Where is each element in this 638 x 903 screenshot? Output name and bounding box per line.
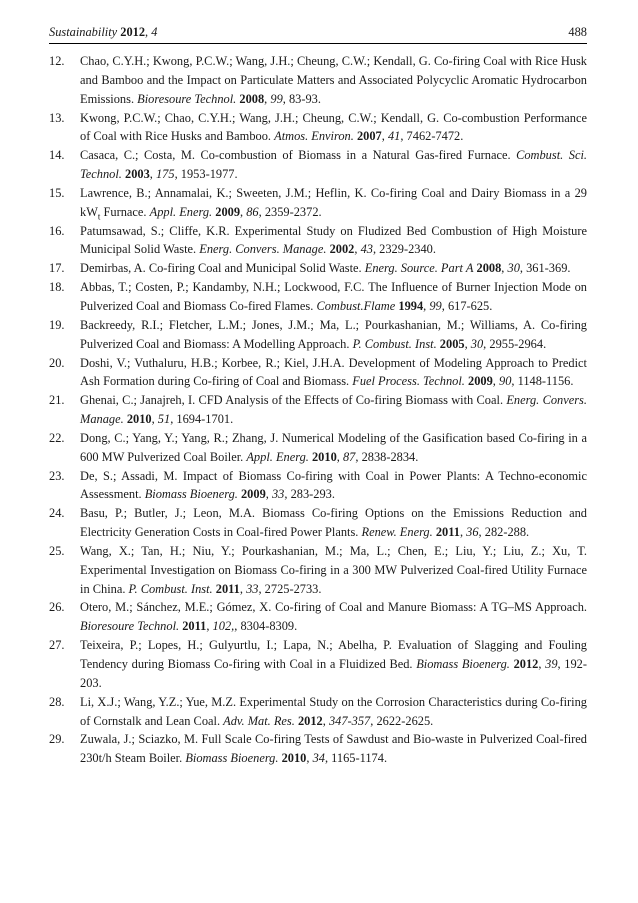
reference-pages: 1148-1156.: [517, 374, 574, 389]
reference-item: 15. Lawrence, B.; Annamalai, K.; Sweeten, J.M.; Heflin, K. Co-firing Coal and Dairy Biomass in a 29 $kW_t$ Furnace. Appl. Energ. 2009, 86, 2359-2372.: [49, 185, 587, 222]
reference-authors-title: Dong, C.; Yang, Y.; Yang, R.; Zhang, J. Numerical Modeling of the Gasification based Co-firing in a 600 MW Pulverized Coal Boiler.: [80, 430, 587, 464]
reference-pages: 2955-2964.: [489, 336, 547, 351]
reference-item: 26. Otero, M.; Sánchez, M.E.; Gómez, X. Co-firing of Coal and Manure Biomass: A TG–MS Approach. Bioresoure Technol. 2011, 102,, 8304-8309.: [49, 600, 587, 634]
reference-volume: 30: [507, 261, 520, 276]
reference-volume: 34: [312, 751, 325, 766]
reference-item: 23. De, S.; Assadi, M. Impact of Biomass Co-firing with Coal in Power Plants: A Techno-economic Assessment. Biomass Bioenerg. 2009, 33, 283-293.: [49, 468, 587, 502]
reference-pages: 83-93.: [288, 91, 321, 106]
reference-authors-title: De, S.; Assadi, M. Impact of Biomass Co-firing with Coal in Power Plants: A Techno-economic Assessment.: [80, 468, 587, 502]
reference-year: 2012: [513, 657, 539, 671]
reference-number: 22.: [49, 430, 65, 445]
reference-volume: 86: [246, 204, 259, 219]
reference-year: 2002: [329, 242, 355, 257]
reference-authors-title: Doshi, V.; Vuthaluru, H.B.; Korbee, R.; Kiel, J.H.A. Development of Modeling Approach to Predict Ash Formation during Co-firing of Coal and Biomass.: [80, 355, 587, 389]
reference-authors-title: Demirbas, A. Co-firing Coal and Municipal Solid Waste.: [80, 261, 362, 276]
reference-volume: 39: [545, 657, 558, 671]
reference-authors-title: Patumsawad, S.; Cliffe, K.R. Experimental Study on Fludized Bed Combustion of High Moisture Municipal Solid Waste.: [80, 223, 587, 257]
reference-number: 14.: [49, 148, 65, 163]
reference-item: 27. Teixeira, P.; Lopes, H.; Gulyurtlu, I.; Lapa, N.; Abelha, P. Evaluation of Slagging and Fouling Tendency during Biomass Co-firing with Coal in a Fluidized Bed. Biomass Bioenerg. 2012, 39, 192-203.: [49, 638, 587, 690]
reference-year: 2005: [439, 336, 465, 351]
reference-authors-title: Abbas, T.; Costen, P.; Kandamby, N.H.; Lockwood, F.C. The Influence of Burner Injection Mode on Pulverized Coal and Biomass Co-fired Flames.: [80, 280, 587, 313]
reference-pages: 2725-2733.: [264, 581, 322, 596]
reference-volume: 90: [499, 374, 512, 389]
journal-name: Sustainability: [49, 25, 118, 39]
reference-volume: 41: [387, 129, 401, 144]
reference-journal: Energ. Convers. Manage.: [80, 393, 587, 427]
reference-authors-tail: Furnace.: [100, 204, 147, 219]
reference-list: [49, 52, 587, 768]
reference-item: 22. Dong, C.; Yang, Y.; Yang, R.; Zhang, J. Numerical Modeling of the Gasification based Co-firing in a 600 MW Pulverized Coal Boiler. Appl. Energ. 2010, 87, 2838-2834.: [49, 430, 587, 464]
reference-volume: 30: [470, 336, 484, 351]
reference-item: 16. Patumsawad, S.; Cliffe, K.R. Experimental Study on Fludized Bed Combustion of High Moisture Municipal Solid Waste. Energ. Convers. Manage. 2002, 43, 2329-2340.: [49, 223, 587, 257]
reference-volume: 43: [360, 242, 373, 257]
reference-journal: Biomass Bioenerg.: [416, 657, 510, 671]
reference-pages: 283-293.: [290, 487, 335, 502]
reference-journal: Combust.Flame: [316, 298, 396, 313]
reference-journal: P. Combust. Inst.: [128, 581, 213, 596]
reference-number: 29.: [49, 732, 65, 747]
reference-authors-title: Backreedy, R.I.; Fletcher, L.M.; Jones, J.M.; Ma, L.; Pourkashanian, M.; Williams, A. Co-firing Pulverized Coal and Biomass: A Modelling Approach.: [80, 317, 587, 351]
reference-year: 2008: [239, 91, 265, 106]
reference-authors-title: Ghenai, C.; Janajreh, I. CFD Analysis of the Effects of Co-firing Biomass with Coal.: [80, 393, 504, 408]
reference-pages: 192-203.: [80, 657, 587, 690]
reference-journal: Fuel Process. Technol.: [352, 374, 465, 389]
reference-journal: P. Combust. Inst.: [352, 336, 437, 351]
reference-pages: 2838-2834.: [361, 449, 419, 464]
reference-year: 2011: [215, 581, 240, 596]
reference-number: 16.: [49, 223, 65, 238]
reference-authors-title: Wang, X.; Tan, H.; Niu, Y.; Pourkashanian, M.; Ma, L.; Chen, E.; Liu, Y.; Liu, Z.; Xu, T. Experimental Investigation on Biomass Co-firing in a 300 MW Pulverized Coal-fired Utility Furnace in China.: [80, 543, 587, 596]
reference-number: 17.: [49, 261, 65, 276]
reference-year: 2010: [281, 751, 307, 766]
reference-volume: 102,: [212, 619, 235, 634]
reference-authors-title: Kwong, P.C.W.; Chao, C.Y.H.; Wang, J.H.; Cheung, C.W.; Kendall, G. Co-combustion Performance of Coal with Rice Husks and Bamboo.: [80, 110, 587, 144]
reference-pages: 7462-7472.: [406, 129, 464, 144]
reference-journal: Biomass Bioenerg.: [185, 751, 279, 766]
reference-pages: 2329-2340.: [379, 242, 436, 257]
reference-pages: 2622-2625.: [376, 713, 434, 728]
reference-pages: 2359-2372.: [264, 204, 322, 219]
reference-journal: Energ. Convers. Manage.: [199, 242, 327, 257]
reference-number: 28.: [49, 694, 65, 709]
reference-number: 27.: [49, 638, 65, 653]
reference-year: 2010: [126, 412, 152, 427]
reference-item: 18. Abbas, T.; Costen, P.; Kandamby, N.H.; Lockwood, F.C. The Influence of Burner Injection Mode on Pulverized Coal and Biomass Co-fired Flames. Combust.Flame 1994, 99, 617-625.: [49, 280, 587, 313]
reference-year: 2008: [476, 261, 502, 276]
reference-journal: Bioresoure Technol.: [80, 619, 180, 634]
reference-number: 12.: [49, 54, 65, 68]
reference-pages: 282-288.: [484, 525, 530, 540]
reference-item: 12. Chao, C.Y.H.; Kwong, P.C.W.; Wang, J.H.; Cheung, C.W.; Kendall, G. Co-firing Coal with Rice Husk and Bamboo and the Impact on Particulate Matters and Associated Polycyclic Aromatic Hydrocarbon Emissions. Bioresoure Technol. 2008, 99, 83-93.: [49, 54, 587, 106]
reference-authors-title: Lawrence, B.; Annamalai, K.; Sweeten, J.M.; Heflin, K. Co-firing Coal and Dairy Biomass in a 29 kW: [80, 185, 587, 219]
reference-number: 20.: [49, 355, 65, 370]
journal-year: 2012: [120, 25, 146, 39]
reference-year: 2012: [297, 713, 323, 728]
reference-volume: 347-357: [328, 713, 371, 728]
reference-volume: 51: [157, 412, 171, 427]
reference-pages: 1953-1977.: [180, 167, 238, 182]
reference-number: 23.: [49, 468, 65, 483]
reference-year: 1994: [398, 298, 424, 313]
reference-number: 18.: [49, 280, 65, 295]
reference-subscript: t: [97, 211, 101, 222]
reference-volume: 99: [429, 298, 442, 313]
reference-item: 25. Wang, X.; Tan, H.; Niu, Y.; Pourkashanian, M.; Ma, L.; Chen, E.; Liu, Y.; Liu, Z.; Xu, T. Experimental Investigation on Biomass Co-firing in a 300 MW Pulverized Coal-fired Utility Furnace in China. P. Combust. Inst. 2011, 33, 2725-2733.: [49, 543, 587, 596]
reference-journal: Appl. Energ.: [246, 449, 309, 464]
reference-pages: 1694-1701.: [176, 412, 234, 427]
reference-pages: 617-625.: [447, 298, 493, 313]
reference-authors-title: Basu, P.; Butler, J.; Leon, M.A. Biomass Co-firing Options on the Emissions Reduction and Electricity Generation Costs in Coal-fired Power Plants.: [80, 506, 587, 540]
reference-volume: 87: [342, 449, 356, 464]
reference-item: 21. Ghenai, C.; Janajreh, I. CFD Analysis of the Effects of Co-firing Biomass with Coal. Energ. Convers. Manage. 2010, 51, 1694-1701.: [49, 393, 587, 427]
reference-authors-title: Otero, M.; Sánchez, M.E.; Gómez, X. Co-firing of Coal and Manure Biomass: A TG–MS Approach.: [80, 600, 587, 615]
reference-journal: Biomass Bioenerg.: [144, 487, 238, 502]
reference-volume: 33: [246, 581, 259, 596]
reference-item: 14. Casaca, C.; Costa, M. Co-combustion of Biomass in a Natural Gas-fired Furnace. Combust. Sci. Technol. 2003, 175, 1953-1977.: [49, 148, 587, 182]
reference-pages: 361-369.: [526, 261, 571, 276]
reference-journal: Energ. Source. Part A: [364, 261, 474, 276]
reference-authors-title: Li, X.J.; Wang, Y.Z.; Yue, M.Z. Experimental Study on the Corrosion Characteristics during Co-firing of Cornstalk and Lean Coal.: [80, 694, 587, 728]
reference-year: 2009: [468, 374, 493, 389]
reference-year: 2007: [356, 129, 382, 144]
reference-volume: 175: [155, 167, 175, 182]
reference-number: 15.: [49, 185, 65, 200]
reference-authors-title: Chao, C.Y.H.; Kwong, P.C.W.; Wang, J.H.; Cheung, C.W.; Kendall, G. Co-firing Coal with Rice Husk and Bamboo and the Impact on Particulate Matters and Associated Polycyclic Aromatic Hydrocarbon Emissions.: [80, 54, 587, 106]
reference-item: 19. Backreedy, R.I.; Fletcher, L.M.; Jones, J.M.; Ma, L.; Pourkashanian, M.; Williams, A. Co-firing Pulverized Coal and Biomass: A Modelling Approach. P. Combust. Inst. 2005, 30, 2955-2964.: [49, 317, 587, 351]
header-divider: [49, 43, 587, 44]
reference-year: 2011: [435, 525, 460, 540]
reference-journal: Appl. Energ.: [149, 204, 213, 219]
reference-item: 28. Li, X.J.; Wang, Y.Z.; Yue, M.Z. Experimental Study on the Corrosion Characteristics during Co-firing of Cornstalk and Lean Coal. Adv. Mat. Res. 2012, 347-357, 2622-2625.: [49, 694, 587, 728]
reference-volume: 99: [270, 91, 283, 106]
reference-item: 29. Zuwala, J.; Sciazko, M. Full Scale Co-firing Tests of Sawdust and Bio-waste in Pulverized Coal-fired 230t/h Steam Boiler. Biomass Bioenerg. 2010, 34, 1165-1174.: [49, 732, 587, 766]
reference-journal: Atmos. Environ.: [274, 129, 354, 144]
reference-number: 25.: [49, 543, 65, 558]
page-header: [49, 22, 587, 42]
reference-item: 20. Doshi, V.; Vuthaluru, H.B.; Korbee, R.; Kiel, J.H.A. Development of Modeling Approach to Predict Ash Formation during Co-firing of Coal and Biomass. Fuel Process. Technol. 2009, 90, 1148-1156.: [49, 355, 587, 389]
page-number: 488: [568, 25, 587, 39]
reference-number: 26.: [49, 600, 65, 615]
reference-year: 2003: [125, 167, 150, 182]
reference-pages: 8304-8309.: [240, 619, 298, 634]
reference-year: 2010: [311, 449, 337, 464]
reference-journal: Renew. Energ.: [361, 525, 433, 540]
reference-journal: Adv. Mat. Res.: [223, 713, 295, 728]
reference-authors-title: Teixeira, P.; Lopes, H.; Gulyurtlu, I.; Lapa, N.; Abelha, P. Evaluation of Slagging and Fouling Tendency during Biomass Co-firing with Coal in a Fluidized Bed.: [80, 638, 587, 671]
reference-pages: 1165-1174.: [331, 751, 388, 766]
reference-number: 19.: [49, 317, 65, 332]
reference-authors-title: Casaca, C.; Costa, M. Co-combustion of Biomass in a Natural Gas-fired Furnace.: [80, 148, 511, 163]
reference-volume: 36: [466, 525, 479, 540]
reference-volume: 33: [271, 487, 285, 502]
journal-citation: Sustainability 2012, 4: [49, 25, 158, 39]
reference-number: 24.: [49, 506, 65, 521]
reference-number: 21.: [49, 393, 65, 408]
reference-number: 13.: [49, 110, 65, 125]
reference-authors-title: Zuwala, J.; Sciazko, M. Full Scale Co-firing Tests of Sawdust and Bio-waste in Pulverized Coal-fired 230t/h Steam Boiler.: [80, 732, 587, 766]
reference-item: 17. Demirbas, A. Co-firing Coal and Municipal Solid Waste. Energ. Source. Part A 2008, 30, 361-369.: [49, 259, 587, 278]
reference-year: 2011: [182, 619, 207, 634]
reference-journal: Bioresoure Technol.: [137, 91, 237, 106]
reference-year: 2009: [215, 204, 241, 219]
reference-year: 2009: [240, 487, 266, 502]
journal-volume: 4: [151, 25, 158, 39]
reference-journal: Combust. Sci. Technol.: [80, 148, 587, 182]
reference-item: 13. Kwong, P.C.W.; Chao, C.Y.H.; Wang, J.H.; Cheung, C.W.; Kendall, G. Co-combustion Performance of Coal with Rice Husks and Bamboo. Atmos. Environ. 2007, 41, 7462-7472.: [49, 110, 587, 144]
reference-item: 24. Basu, P.; Butler, J.; Leon, M.A. Biomass Co-firing Options on the Emissions Reduction and Electricity Generation Costs in Coal-fired Power Plants. Renew. Energ. 2011, 36, 282-288.: [49, 506, 587, 540]
